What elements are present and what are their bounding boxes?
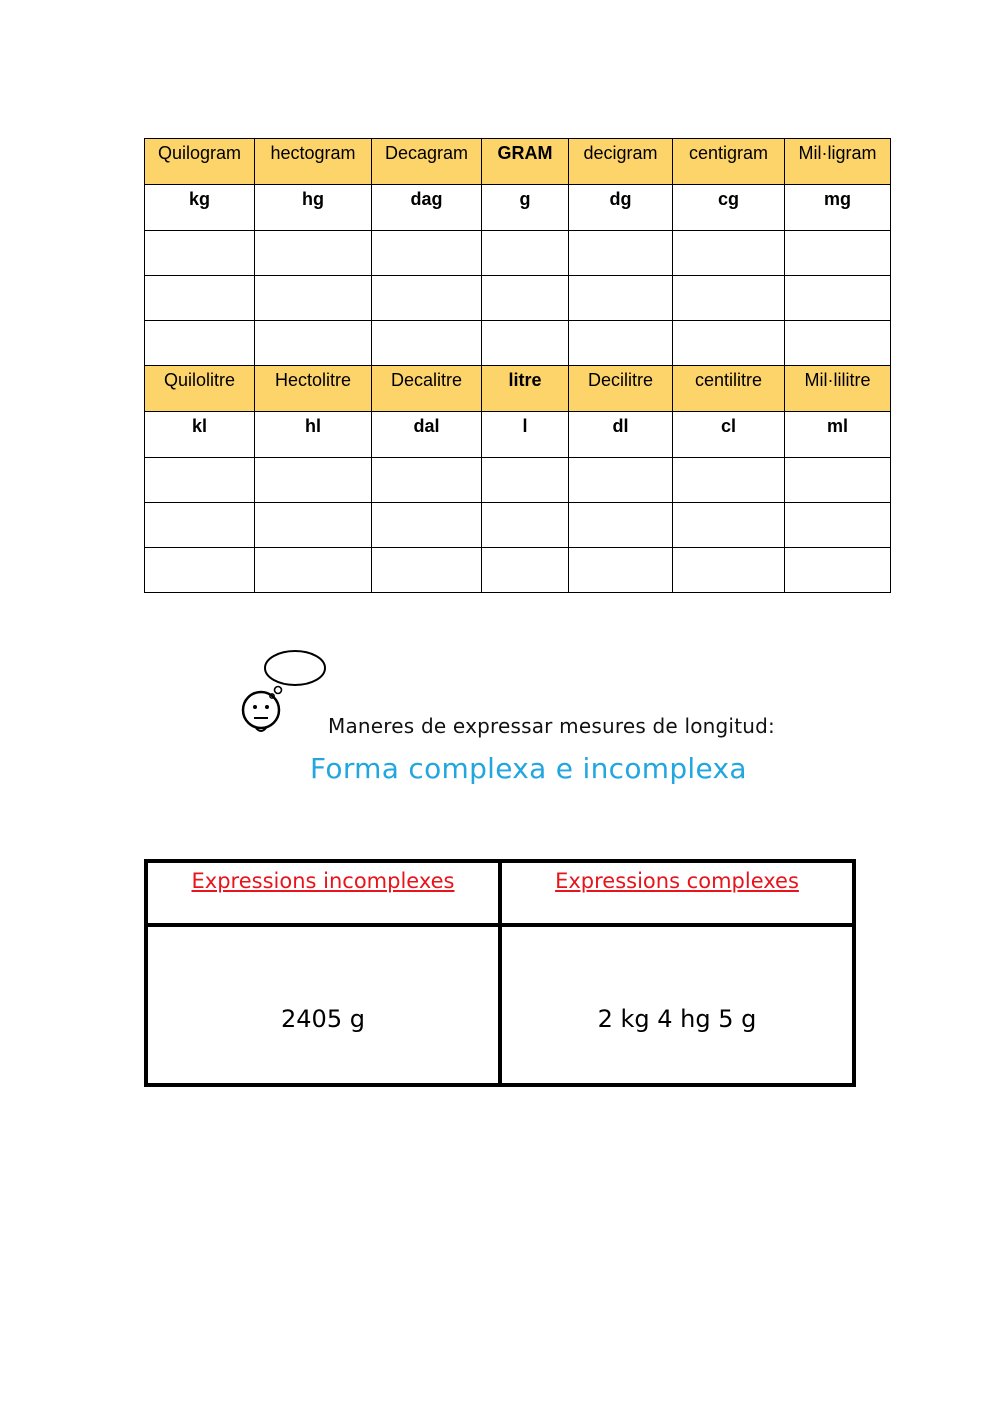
empty-cell[interactable] xyxy=(372,503,482,548)
volume-empty-row xyxy=(145,503,891,548)
mass-empty-row xyxy=(145,276,891,321)
unit-abbr-cell: dag xyxy=(372,185,482,231)
unit-abbr-cell: hl xyxy=(255,412,372,458)
unit-abbr-cell: dal xyxy=(372,412,482,458)
empty-cell[interactable] xyxy=(673,503,785,548)
mass-abbr-row xyxy=(145,185,891,231)
unit-abbr-cell: hg xyxy=(255,185,372,231)
volume-empty-row xyxy=(145,548,891,593)
page-title: Forma complexa e incomplexa xyxy=(310,752,747,785)
empty-cell[interactable] xyxy=(482,231,569,276)
empty-cell[interactable] xyxy=(569,548,673,593)
empty-cell[interactable] xyxy=(482,503,569,548)
empty-cell[interactable] xyxy=(785,276,891,321)
unit-abbr-cell: dg xyxy=(569,185,673,231)
empty-cell[interactable] xyxy=(482,276,569,321)
expressions-example-row xyxy=(146,925,854,1085)
unit-name-cell: centigram xyxy=(673,139,785,185)
empty-cell[interactable] xyxy=(785,321,891,366)
volume-empty-row xyxy=(145,458,891,503)
unit-name-cell: Decilitre xyxy=(569,366,673,412)
unit-abbr-cell: l xyxy=(482,412,569,458)
example-incomplex: 2405 g xyxy=(146,925,500,1085)
empty-cell[interactable] xyxy=(569,503,673,548)
empty-cell[interactable] xyxy=(569,321,673,366)
unit-abbr-cell: ml xyxy=(785,412,891,458)
empty-cell[interactable] xyxy=(785,458,891,503)
empty-cell[interactable] xyxy=(145,503,255,548)
empty-cell[interactable] xyxy=(569,458,673,503)
unit-abbr-cell: cg xyxy=(673,185,785,231)
thinking-face-icon xyxy=(236,646,332,736)
empty-cell[interactable] xyxy=(145,321,255,366)
empty-cell[interactable] xyxy=(145,276,255,321)
empty-cell[interactable] xyxy=(372,548,482,593)
empty-cell[interactable] xyxy=(145,458,255,503)
empty-cell[interactable] xyxy=(372,321,482,366)
header-incomplex: Expressions incomplexes xyxy=(146,861,500,925)
empty-cell[interactable] xyxy=(372,276,482,321)
empty-cell[interactable] xyxy=(255,503,372,548)
empty-cell[interactable] xyxy=(145,548,255,593)
empty-cell[interactable] xyxy=(785,503,891,548)
mass-name-row xyxy=(145,139,891,185)
unit-name-cell: litre xyxy=(482,366,569,412)
unit-name-cell: Decalitre xyxy=(372,366,482,412)
unit-name-cell: Decagram xyxy=(372,139,482,185)
empty-cell[interactable] xyxy=(255,548,372,593)
example-complex: 2 kg 4 hg 5 g xyxy=(500,925,854,1085)
empty-cell[interactable] xyxy=(372,458,482,503)
volume-name-row xyxy=(145,366,891,412)
unit-abbr-cell: kl xyxy=(145,412,255,458)
empty-cell[interactable] xyxy=(255,458,372,503)
unit-name-cell: Hectolitre xyxy=(255,366,372,412)
unit-abbr-cell: cl xyxy=(673,412,785,458)
mass-empty-row xyxy=(145,321,891,366)
empty-cell[interactable] xyxy=(673,548,785,593)
unit-abbr-cell: g xyxy=(482,185,569,231)
unit-name-cell: centilitre xyxy=(673,366,785,412)
empty-cell[interactable] xyxy=(569,231,673,276)
unit-abbr-cell: mg xyxy=(785,185,891,231)
volume-abbr-row xyxy=(145,412,891,458)
unit-name-cell: Mil·ligram xyxy=(785,139,891,185)
units-table xyxy=(144,138,891,593)
unit-abbr-cell: kg xyxy=(145,185,255,231)
unit-name-cell: decigram xyxy=(569,139,673,185)
empty-cell[interactable] xyxy=(673,458,785,503)
unit-name-cell: hectogram xyxy=(255,139,372,185)
empty-cell[interactable] xyxy=(673,321,785,366)
mass-empty-row xyxy=(145,231,891,276)
expressions-header-row xyxy=(146,861,854,925)
empty-cell[interactable] xyxy=(255,276,372,321)
header-complex: Expressions complexes xyxy=(500,861,854,925)
empty-cell[interactable] xyxy=(673,231,785,276)
unit-name-cell: GRAM xyxy=(482,139,569,185)
expressions-table xyxy=(144,859,856,1087)
empty-cell[interactable] xyxy=(785,548,891,593)
empty-cell[interactable] xyxy=(482,458,569,503)
empty-cell[interactable] xyxy=(145,231,255,276)
empty-cell[interactable] xyxy=(569,276,673,321)
empty-cell[interactable] xyxy=(673,276,785,321)
empty-cell[interactable] xyxy=(255,321,372,366)
unit-name-cell: Quilolitre xyxy=(145,366,255,412)
subtitle: Maneres de expressar mesures de longitud: xyxy=(328,714,775,738)
empty-cell[interactable] xyxy=(372,231,482,276)
unit-abbr-cell: dl xyxy=(569,412,673,458)
unit-name-cell: Mil·lilitre xyxy=(785,366,891,412)
empty-cell[interactable] xyxy=(255,231,372,276)
empty-cell[interactable] xyxy=(482,548,569,593)
empty-cell[interactable] xyxy=(785,231,891,276)
empty-cell[interactable] xyxy=(482,321,569,366)
unit-name-cell: Quilogram xyxy=(145,139,255,185)
